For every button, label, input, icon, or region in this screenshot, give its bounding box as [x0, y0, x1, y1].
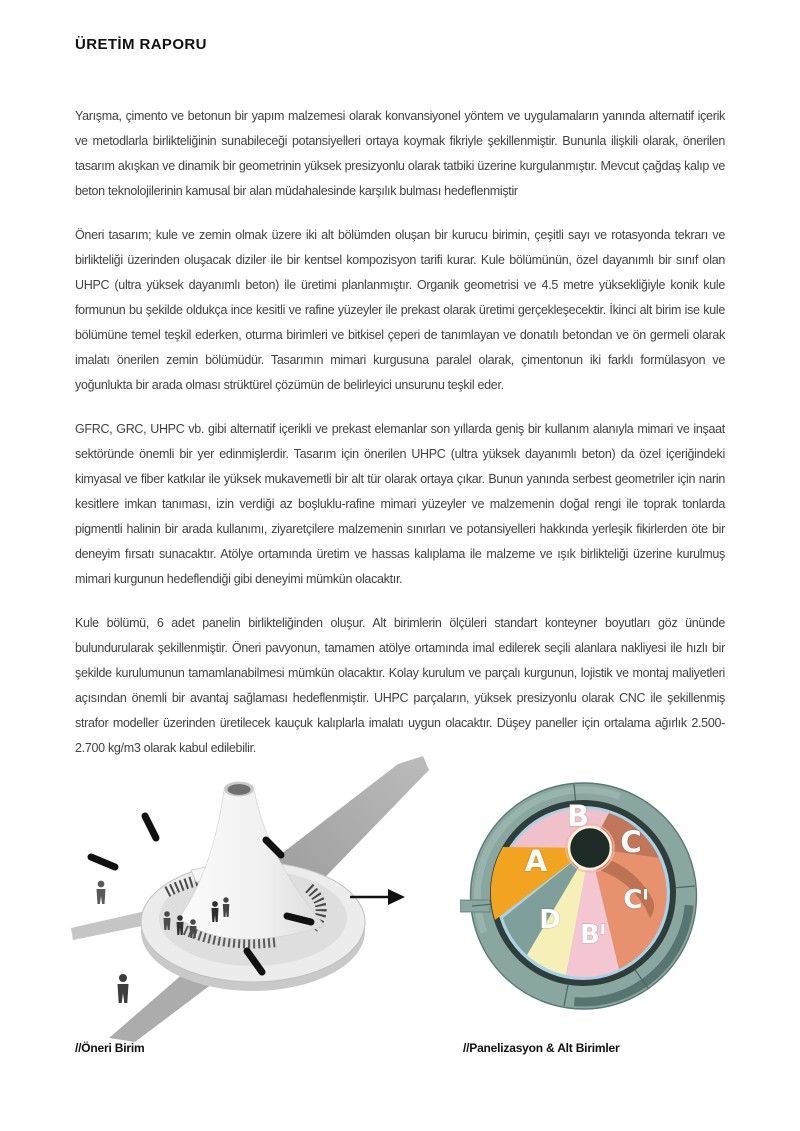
- panel-label-a: A: [524, 844, 548, 878]
- panel-label-b: B: [566, 799, 590, 833]
- report-paragraph-3: GFRC, GRC, UHPC vb. gibi alternatif içerikli ve prekast elemanlar son yıllarda geniş bir kullanım alanıyla mimari ve inşaat sektöründe önemli bir yer edinmişlerdir. Tasarım için önerilen UHPC (ultra yüksek dayanımlı beton) da özel içeriğindeki kimyasal ve fiber katkılar ile yüksek mukavemetli bir alt tür olarak ortaya çıkar. Bunun yanında serbest geometriler için narin kesitlere imkan tanıması, izin verdiği az boşluklu-rafine mimari yüzeyler ve malzemenin doğal rengi ile toprak tonlarda pigmentli halinin bir arada kullanımı, ziyaretçilere malzemenin sınırları ve potansiyelleri hakkında yerleşik fikirlerden öte bir deneyim fırsatı sunacaktır. Atölye ortamında üretim ve hassas kalıplama ile malzeme ve ışık birlikteliği üzerine kurulmuş mimari kurgunun hedeflendiği gibi deneyimi mümkün olacaktır.: [75, 422, 725, 586]
- panel-label-b-prime: Bᴵ: [580, 920, 606, 950]
- arrow-right-icon: [348, 886, 406, 908]
- panel-label-c-prime: Cᴵ: [623, 885, 649, 915]
- caption-panelization: //Panelizasyon & Alt Birimler: [463, 1041, 620, 1055]
- panel-label-d: D: [539, 905, 561, 935]
- page-title: ÜRETİM RAPORU: [75, 36, 207, 53]
- caption-proposal-unit: //Öneri Birim: [75, 1041, 145, 1055]
- panel-label-c: C: [620, 825, 642, 859]
- figure-panelization-diagram: [460, 778, 707, 1020]
- cone-opening: [228, 784, 251, 795]
- tower-opening: [569, 827, 611, 869]
- report-body: [75, 104, 725, 780]
- report-paragraph-1: Yarışma, çimento ve betonun bir yapım malzemesi olarak konvansiyonel yöntem ve uygulamaların yanında alternatif içerik ve metodlarla birlikteliğinin sunabileceği potansiyelleri ortaya koymak fikriyle şekillenmiştir. Bununla ilişkili olarak, önerilen tasarım akışkan ve dinamik bir geometrinin yüksek presizyonlu olarak tatbiki üzerine kurgulanmıştır. Mevcut çağdaş kalıp ve beton teknolojilerinin kamusal bir alan müdahalesinde karşılık bulması hedeflenmiştir: [75, 109, 725, 198]
- report-paragraph-4: Kule bölümü, 6 adet panelin birlikteliğinden oluşur. Alt birimlerin ölçüleri standart konteyner boyutları göz ününde bulundurularak şekillenmiştir. Öneri pavyonun, tamamen atölye ortamında imal edilerek seçili alanlara nakliyesi ile hızlı bir şekilde kurulumunun tamamlanabilmesi mümkün olacaktır. Kolay kurulum ve parçalı kurgunun, lojistik ve montaj maliyetleri açısından önemli bir avantaj sağlaması hedeflenmiştir. UHPC parçaların, yüksek presizyonlu olarak CNC ile şekillenmiş strafor modeller üzerinden üretilecek kauçuk kalıplarla imalatı uygun olacaktır. Düşey paneller için ortalama ağırlık 2.500-2.700 kg/m3 olarak kabul edilebilir.: [75, 616, 725, 755]
- report-paragraph-2: Öneri tasarım; kule ve zemin olmak üzere iki alt bölümden oluşan bir kurucu birimin, çeşitli sayı ve rotasyonda tekrarı ve birlikteliği üzerinden oluşacak diziler ile bir kentsel kompozisyon tarifi kurar. Kule bölümünün, özel dayanımlı bir sınıf olan UHPC (ultra yüksek dayanımlı beton) ile üretimi planlanmıştır. Organik geometrisi ve 4.5 metre yüksekliğiyle konik kule formunun bu şekilde oldukça ince kesitli ve rafine yüzeyler ile prekast olarak üretimi gerçekleşecektir. İkinci alt birim ise kule bölümüne temel teşkil ederken, oturma birimleri ve bitkisel çeperi de tanımlayan ve donatılı betondan ve ön germeli olarak imalatı önerilen zemin bölümüdür. Tasarımın mimari kurgusuna paralel olarak, çimentonun iki farklı formülasyon ve yoğunlukta bir arada olması strüktürel çözümün de belirleyici unsurunu teşkil eder.: [75, 228, 725, 392]
